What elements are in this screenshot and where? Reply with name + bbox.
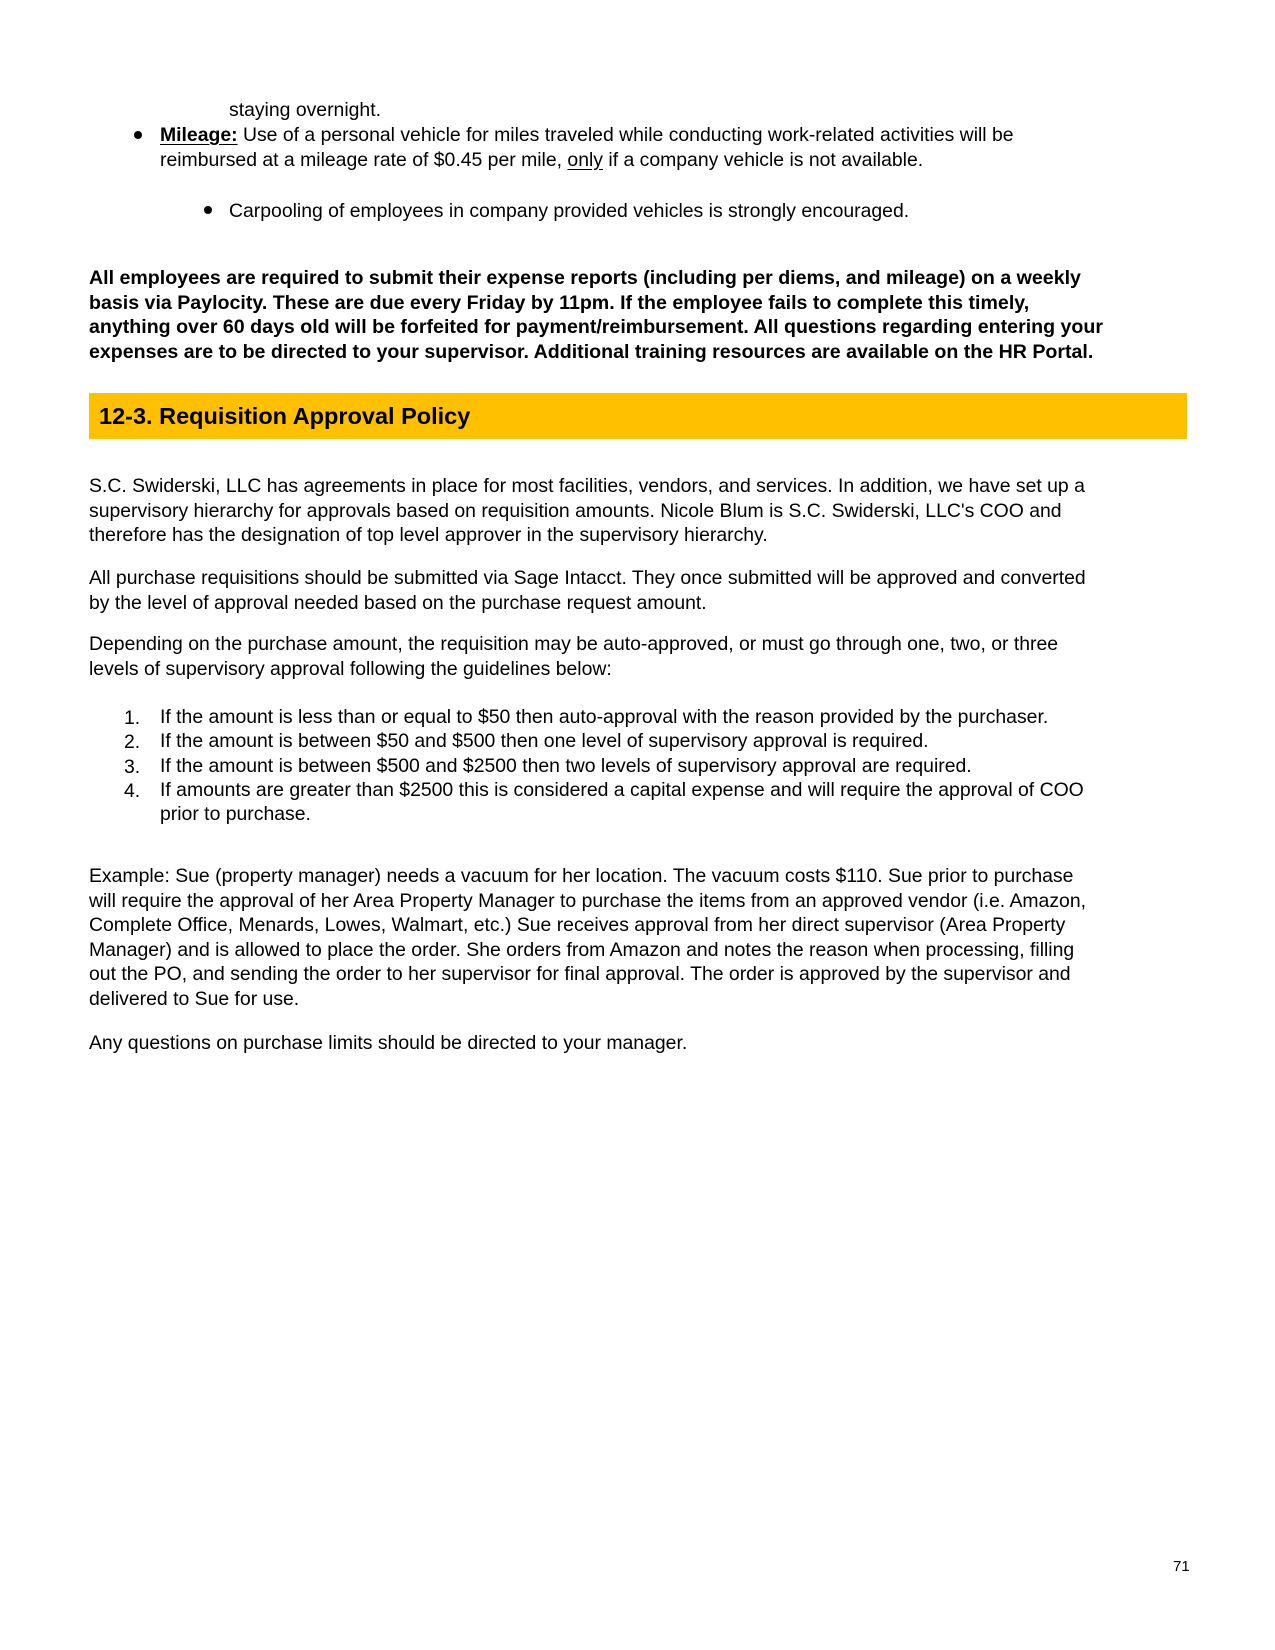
paragraph-line: therefore has the designation of top level approver in the supervisory hierarchy. <box>89 524 768 546</box>
policy-line: anything over 60 days old will be forfeited for payment/reimbursement. All questions regarding entering your <box>89 316 1103 338</box>
list-number: 1. <box>124 707 141 729</box>
only-emphasis: only <box>567 149 603 171</box>
closing-paragraph <box>89 1031 1199 1056</box>
mileage-line-2 <box>160 148 923 172</box>
paragraph-line: Complete Office, Menards, Lowes, Walmart, etc.) Sue receives approval from her direct supervisor (Area Property <box>89 914 1066 936</box>
paragraph-line: All purchase requisitions should be submitted via Sage Intacct. They once submitted will be approved and converted <box>89 567 1086 589</box>
list-number: 4. <box>124 780 141 802</box>
paragraph-line: Manager) and is allowed to place the order. She orders from Amazon and notes the reason when processing, filling <box>89 938 1075 961</box>
page-number: 71 <box>1173 1558 1190 1575</box>
policy-line: expenses are to be directed to your supervisor. Additional training resources are available on the HR Portal. <box>89 340 1094 363</box>
policy-line: basis via Paylocity. These are due every Friday by 11pm. If the employee fails to complete this timely, <box>89 291 1030 314</box>
paragraph-line: by the level of approval needed based on the purchase request amount. <box>89 591 707 614</box>
list-item: If the amount is between $500 and $2500 then two levels of supervisory approval are required. <box>160 755 972 777</box>
paragraph-line: delivered to Sue for use. <box>89 987 300 1010</box>
paragraph-line: supervisory hierarchy for approvals based on requisition amounts. Nicole Blum is S.C. Swiderski, LLC's COO and <box>89 499 1062 522</box>
carpool-text: Carpooling of employees in company provided vehicles is strongly encouraged. <box>229 200 910 222</box>
paragraph-line: Depending on the purchase amount, the requisition may be auto-approved, or must go through one, two, or three <box>89 633 1059 655</box>
example-paragraph <box>89 864 1199 1011</box>
continuation-text: staying overnight. <box>229 99 381 121</box>
paragraph-line: Any questions on purchase limits should be directed to your manager. <box>89 1032 688 1054</box>
paragraph-line: S.C. Swiderski, LLC has agreements in place for most facilities, vendors, and services. In addition, we have set up a <box>89 475 1085 497</box>
section-title: 12-3. Requisition Approval Policy <box>99 403 471 429</box>
mileage-line-1 <box>160 123 1014 147</box>
paragraph-line: out the PO, and sending the order to her supervisor for final approval. The order is approved by the supervisor and <box>89 963 1071 985</box>
paragraph-line: will require the approval of her Area Property Manager to purchase the items from an approved vendor (i.e. Amazon, <box>89 889 1086 912</box>
expense-policy-notice <box>89 266 1199 364</box>
list-item: If the amount is less than or equal to $50 then auto-approval with the reason provided by the purchaser. <box>160 706 1049 728</box>
list-number: 2. <box>124 731 141 753</box>
intro-paragraph <box>89 474 1199 548</box>
bullet-icon <box>134 131 142 139</box>
list-item-continuation: prior to purchase. <box>160 803 311 825</box>
bullet-icon <box>204 206 212 214</box>
policy-line: All employees are required to submit their expense reports (including per diems, and mileage) on a weekly <box>89 267 1081 289</box>
paragraph-line: Example: Sue (property manager) needs a vacuum for her location. The vacuum costs $110. Sue prior to purchase <box>89 865 1074 887</box>
list-item: If amounts are greater than $2500 this is considered a capital expense and will require the approval of COO <box>160 779 1084 801</box>
approval-levels-paragraph <box>89 632 1199 681</box>
mileage-condition-text: if a company vehicle is not available. <box>603 149 924 171</box>
section-heading-bar <box>89 393 1187 439</box>
submission-paragraph <box>89 566 1199 615</box>
list-item: If the amount is between $50 and $500 then one level of supervisory approval is required. <box>160 730 929 752</box>
mileage-text: Use of a personal vehicle for miles traveled while conducting work-related activities will be <box>237 124 1014 146</box>
list-number: 3. <box>124 756 141 778</box>
paragraph-line: levels of supervisory approval following the guidelines below: <box>89 657 612 680</box>
mileage-label: Mileage: <box>160 124 238 146</box>
mileage-rate-text: reimbursed at a mileage rate of $0.45 per mile, <box>160 149 568 171</box>
